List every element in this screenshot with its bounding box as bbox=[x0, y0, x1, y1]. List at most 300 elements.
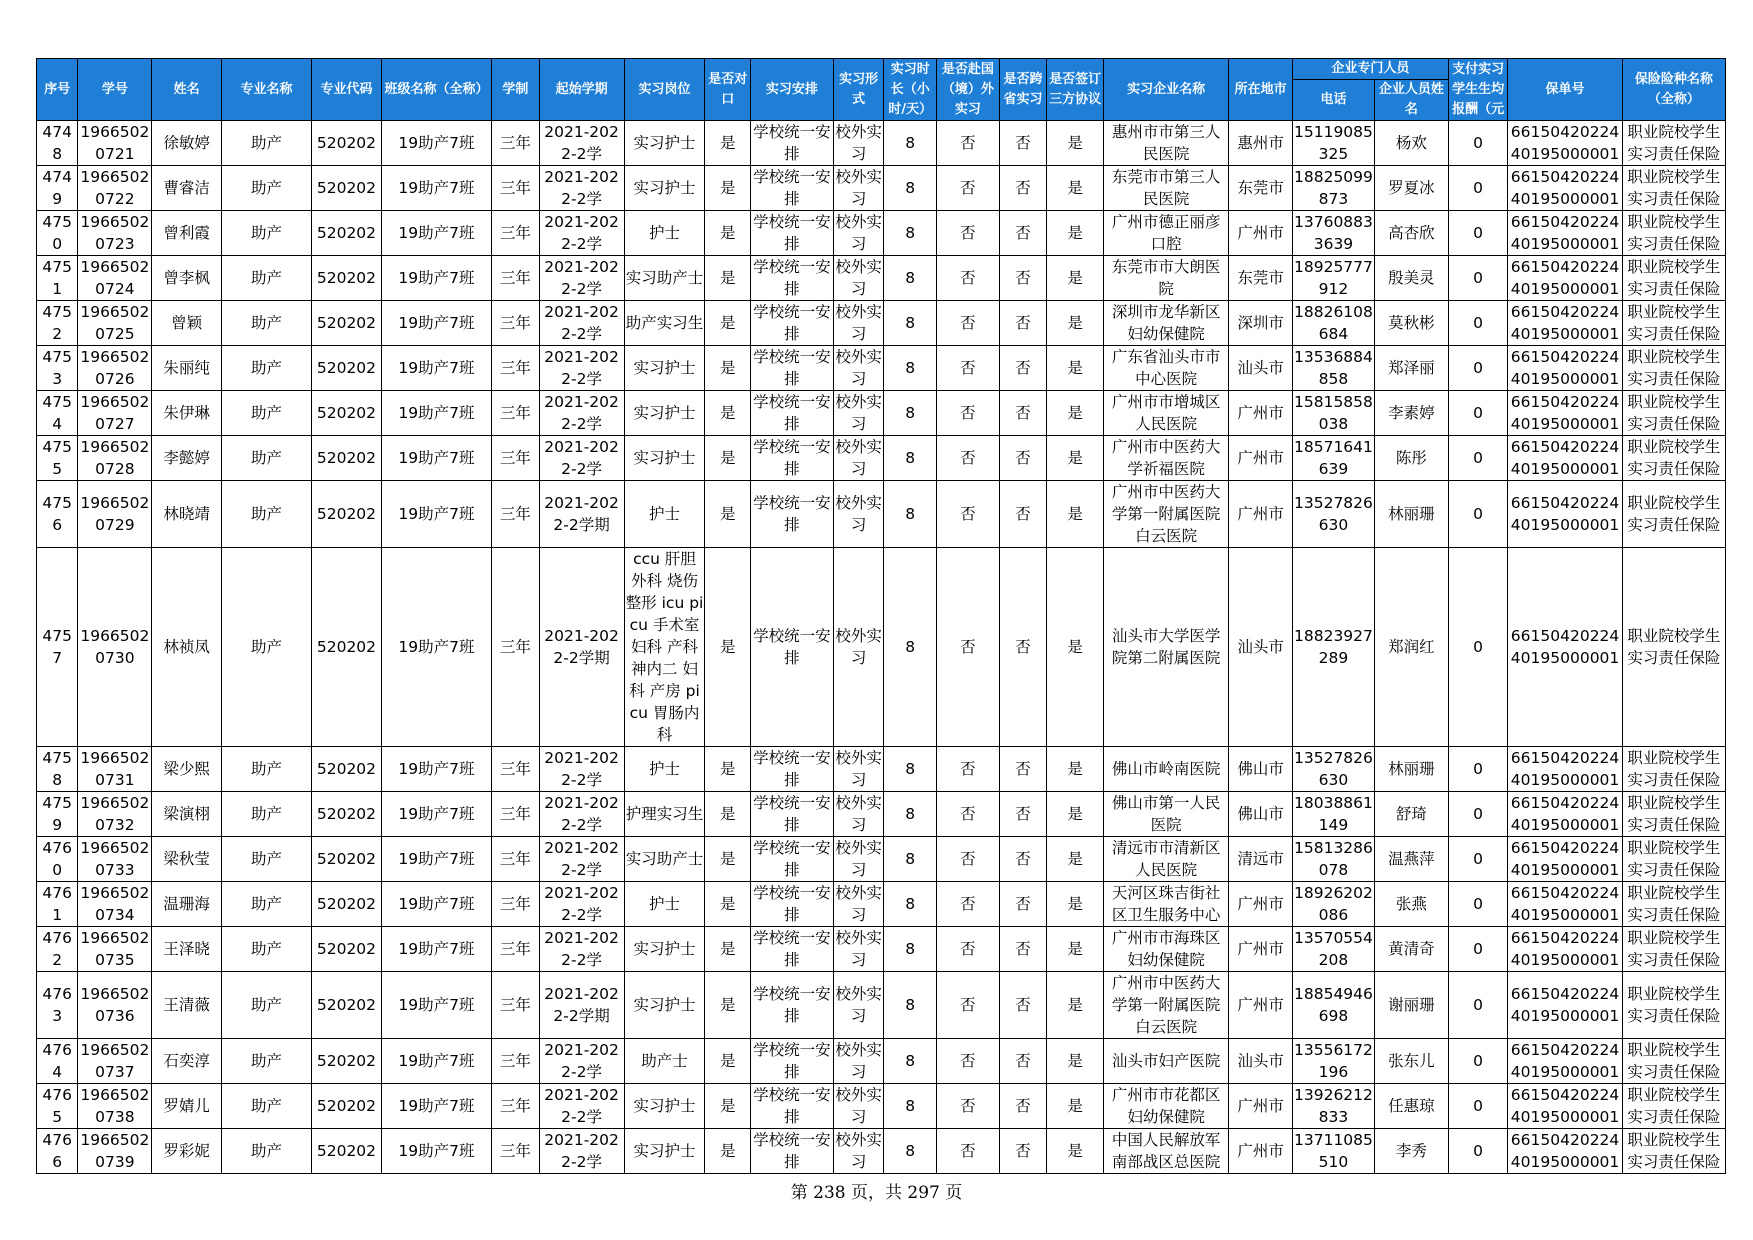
cell-name-text: 林祯凤 bbox=[163, 638, 210, 656]
table-row bbox=[37, 792, 1726, 837]
cell-name-text: 罗彩妮 bbox=[163, 1142, 210, 1160]
cell-term bbox=[539, 1129, 624, 1174]
cell-agreement-text: 是 bbox=[1067, 404, 1083, 422]
cell-pay bbox=[1448, 211, 1508, 256]
cell-duration bbox=[492, 346, 540, 391]
cell-matched bbox=[705, 1039, 751, 1084]
cell-insurance bbox=[1622, 121, 1725, 166]
cell-abroad-text: 否 bbox=[960, 134, 976, 152]
cell-major-text: 助产 bbox=[251, 805, 283, 823]
cell-student-id bbox=[78, 481, 152, 548]
cell-contact bbox=[1374, 301, 1448, 346]
cell-cross-province-text: 否 bbox=[1015, 134, 1031, 152]
cell-city bbox=[1229, 256, 1293, 301]
cell-arrangement-text: 学校统一安排 bbox=[753, 348, 831, 388]
cell-duration bbox=[492, 1039, 540, 1084]
cell-hours-text: 8 bbox=[905, 179, 916, 197]
header-policy-no: 保单号 bbox=[1508, 59, 1622, 121]
cell-seq-text: 4763 bbox=[42, 985, 73, 1025]
cell-phone bbox=[1293, 548, 1375, 747]
cell-city bbox=[1229, 166, 1293, 211]
cell-student-id bbox=[78, 747, 152, 792]
cell-hours-text: 8 bbox=[905, 895, 916, 913]
cell-phone bbox=[1293, 882, 1375, 927]
cell-abroad bbox=[937, 121, 1000, 166]
cell-hours-text: 8 bbox=[905, 359, 916, 377]
cell-abroad bbox=[937, 792, 1000, 837]
cell-class-text: 19助产7班 bbox=[398, 359, 475, 377]
cell-policy-text: 6615042022440195000001 bbox=[1510, 168, 1620, 208]
cell-phone bbox=[1293, 211, 1375, 256]
cell-phone bbox=[1293, 1039, 1375, 1084]
cell-duration bbox=[492, 166, 540, 211]
cell-pay bbox=[1448, 166, 1508, 211]
cell-arrangement bbox=[750, 792, 833, 837]
cell-name-text: 曾颖 bbox=[171, 314, 203, 332]
cell-pay-text: 0 bbox=[1473, 895, 1484, 913]
cell-city bbox=[1229, 1084, 1293, 1129]
cell-major bbox=[222, 747, 312, 792]
cell-agreement-text: 是 bbox=[1067, 314, 1083, 332]
cell-student-id-text: 19665020721 bbox=[80, 123, 150, 163]
table-row bbox=[37, 1084, 1726, 1129]
cell-contact bbox=[1374, 972, 1448, 1039]
cell-student-id bbox=[78, 927, 152, 972]
cell-insurance-text: 职业院校学生实习责任保险 bbox=[1627, 839, 1721, 879]
cell-arrangement bbox=[750, 166, 833, 211]
cell-contact bbox=[1374, 121, 1448, 166]
cell-position-text: 实习助产士 bbox=[625, 269, 704, 287]
cell-agreement-text: 是 bbox=[1067, 638, 1083, 656]
cell-cross-province-text: 否 bbox=[1015, 505, 1031, 523]
cell-arrangement-text: 学校统一安排 bbox=[753, 929, 831, 969]
cell-pay bbox=[1448, 346, 1508, 391]
cell-name bbox=[152, 747, 222, 792]
cell-pay-text: 0 bbox=[1473, 1097, 1484, 1115]
cell-term-text: 2021-2022-2学 bbox=[544, 1041, 619, 1081]
cell-insurance bbox=[1622, 972, 1725, 1039]
cell-seq bbox=[37, 166, 78, 211]
cell-position bbox=[624, 121, 705, 166]
cell-form bbox=[833, 346, 884, 391]
cell-phone bbox=[1293, 1084, 1375, 1129]
cell-major-text: 助产 bbox=[251, 895, 283, 913]
cell-hours-text: 8 bbox=[905, 996, 916, 1014]
cell-insurance bbox=[1622, 481, 1725, 548]
cell-duration-text: 三年 bbox=[499, 449, 531, 467]
cell-abroad-text: 否 bbox=[960, 404, 976, 422]
cell-agreement bbox=[1047, 1039, 1104, 1084]
cell-seq-text: 4764 bbox=[42, 1041, 73, 1081]
cell-cross-province bbox=[999, 747, 1047, 792]
cell-policy bbox=[1508, 211, 1622, 256]
cell-abroad-text: 否 bbox=[960, 1142, 976, 1160]
table-row bbox=[37, 927, 1726, 972]
cell-pay-text: 0 bbox=[1473, 1052, 1484, 1070]
cell-city bbox=[1229, 882, 1293, 927]
cell-insurance-text: 职业院校学生实习责任保险 bbox=[1627, 393, 1721, 433]
cell-city-text: 佛山市 bbox=[1237, 760, 1284, 778]
cell-cross-province-text: 否 bbox=[1015, 1097, 1031, 1115]
cell-insurance bbox=[1622, 166, 1725, 211]
cell-major bbox=[222, 436, 312, 481]
cell-seq bbox=[37, 1084, 78, 1129]
cell-major-text: 助产 bbox=[251, 359, 283, 377]
cell-arrangement bbox=[750, 121, 833, 166]
cell-student-id bbox=[78, 301, 152, 346]
cell-agreement bbox=[1047, 927, 1104, 972]
cell-abroad bbox=[937, 346, 1000, 391]
cell-term bbox=[539, 972, 624, 1039]
cell-agreement-text: 是 bbox=[1067, 505, 1083, 523]
cell-arrangement bbox=[750, 837, 833, 882]
cell-matched bbox=[705, 211, 751, 256]
cell-name-text: 王泽晓 bbox=[163, 940, 210, 958]
cell-company-text: 天河区珠吉街社区卫生服务中心 bbox=[1111, 884, 1221, 924]
cell-contact bbox=[1374, 211, 1448, 256]
cell-major bbox=[222, 837, 312, 882]
cell-city-text: 广州市 bbox=[1237, 404, 1284, 422]
cell-class bbox=[381, 256, 491, 301]
cell-cross-province-text: 否 bbox=[1015, 179, 1031, 197]
cell-term bbox=[539, 211, 624, 256]
cell-form-text: 校外实习 bbox=[835, 303, 882, 343]
cell-city-text: 广州市 bbox=[1237, 224, 1284, 242]
cell-phone bbox=[1293, 391, 1375, 436]
cell-form bbox=[833, 121, 884, 166]
cell-duration bbox=[492, 481, 540, 548]
cell-major bbox=[222, 391, 312, 436]
cell-form-text: 校外实习 bbox=[835, 884, 882, 924]
cell-duration bbox=[492, 1084, 540, 1129]
cell-name-text: 林晓靖 bbox=[163, 505, 210, 523]
cell-matched-text: 是 bbox=[719, 134, 736, 152]
cell-abroad bbox=[937, 837, 1000, 882]
cell-contact bbox=[1374, 882, 1448, 927]
cell-insurance-text: 职业院校学生实习责任保险 bbox=[1627, 258, 1721, 298]
cell-company-text: 汕头市大学医学院第二附属医院 bbox=[1111, 627, 1221, 667]
header-name: 姓名 bbox=[152, 59, 222, 121]
cell-cross-province bbox=[999, 256, 1047, 301]
cell-seq-text: 4753 bbox=[42, 348, 73, 388]
cell-arrangement-text: 学校统一安排 bbox=[753, 123, 831, 163]
cell-pay-text: 0 bbox=[1473, 359, 1484, 377]
cell-student-id-text: 19665020728 bbox=[80, 438, 150, 478]
cell-cross-province-text: 否 bbox=[1015, 760, 1031, 778]
cell-hours bbox=[884, 481, 937, 548]
cell-major-code-text: 520202 bbox=[316, 449, 377, 467]
cell-hours-text: 8 bbox=[905, 760, 916, 778]
cell-form bbox=[833, 1039, 884, 1084]
cell-term bbox=[539, 927, 624, 972]
cell-major-code bbox=[312, 837, 382, 882]
cell-student-id-text: 19665020722 bbox=[80, 168, 150, 208]
cell-agreement-text: 是 bbox=[1067, 359, 1083, 377]
cell-matched-text: 是 bbox=[719, 1142, 736, 1160]
cell-term bbox=[539, 1039, 624, 1084]
cell-insurance-text: 职业院校学生实习责任保险 bbox=[1627, 348, 1721, 388]
cell-abroad bbox=[937, 481, 1000, 548]
cell-term bbox=[539, 256, 624, 301]
cell-company bbox=[1103, 792, 1228, 837]
cell-class-text: 19助产7班 bbox=[398, 314, 475, 332]
cell-company-text: 深圳市龙华新区妇幼保健院 bbox=[1111, 303, 1221, 343]
cell-agreement bbox=[1047, 436, 1104, 481]
cell-cross-province bbox=[999, 391, 1047, 436]
cell-contact-text: 林丽珊 bbox=[1388, 760, 1435, 778]
internship-table bbox=[36, 58, 1726, 1174]
cell-duration-text: 三年 bbox=[499, 638, 531, 656]
cell-agreement-text: 是 bbox=[1067, 1142, 1083, 1160]
cell-major-text: 助产 bbox=[251, 1097, 283, 1115]
cell-class-text: 19助产7班 bbox=[398, 895, 475, 913]
cell-company-text: 东莞市市第三人民医院 bbox=[1111, 168, 1221, 208]
cell-seq bbox=[37, 747, 78, 792]
cell-contact-text: 张东儿 bbox=[1388, 1052, 1435, 1070]
cell-form bbox=[833, 548, 884, 747]
cell-major-text: 助产 bbox=[251, 314, 283, 332]
cell-student-id-text: 19665020736 bbox=[80, 985, 150, 1025]
cell-seq bbox=[37, 301, 78, 346]
cell-position bbox=[624, 211, 705, 256]
cell-company-text: 广州市市花都区妇幼保健院 bbox=[1111, 1086, 1221, 1126]
cell-class-text: 19助产7班 bbox=[398, 269, 475, 287]
cell-policy-text: 6615042022440195000001 bbox=[1510, 438, 1620, 478]
cell-name bbox=[152, 346, 222, 391]
cell-matched-text: 是 bbox=[719, 179, 736, 197]
cell-seq-text: 4766 bbox=[42, 1131, 73, 1171]
cell-contact bbox=[1374, 391, 1448, 436]
table-body bbox=[37, 121, 1726, 1174]
cell-pay-text: 0 bbox=[1473, 179, 1484, 197]
cell-arrangement-text: 学校统一安排 bbox=[753, 794, 831, 834]
cell-arrangement bbox=[750, 1129, 833, 1174]
cell-company bbox=[1103, 1084, 1228, 1129]
cell-major-code-text: 520202 bbox=[316, 1097, 377, 1115]
table-row bbox=[37, 548, 1726, 747]
cell-company bbox=[1103, 1129, 1228, 1174]
cell-abroad bbox=[937, 391, 1000, 436]
header-position: 实习岗位 bbox=[624, 59, 705, 121]
cell-position bbox=[624, 436, 705, 481]
cell-duration bbox=[492, 747, 540, 792]
cell-company-text: 中国人民解放军南部战区总医院 bbox=[1111, 1131, 1221, 1171]
cell-major-code bbox=[312, 166, 382, 211]
cell-phone-text: 137608833639 bbox=[1294, 213, 1373, 253]
cell-position-text: 实习护士 bbox=[633, 449, 696, 467]
cell-hours-text: 8 bbox=[905, 805, 916, 823]
cell-policy-text: 6615042022440195000001 bbox=[1510, 303, 1620, 343]
cell-term-text: 2021-2022-2学 bbox=[544, 839, 619, 879]
cell-name bbox=[152, 548, 222, 747]
cell-agreement-text: 是 bbox=[1067, 1052, 1083, 1070]
cell-company-text: 清远市市清新区人民医院 bbox=[1111, 839, 1221, 879]
cell-company-text: 东莞市市大朗医院 bbox=[1111, 258, 1221, 298]
cell-form-text: 校外实习 bbox=[835, 929, 882, 969]
cell-major-code-text: 520202 bbox=[316, 269, 377, 287]
cell-seq bbox=[37, 1039, 78, 1084]
cell-city-text: 汕头市 bbox=[1237, 359, 1284, 377]
cell-agreement bbox=[1047, 837, 1104, 882]
cell-contact-text: 温燕萍 bbox=[1388, 850, 1435, 868]
cell-position bbox=[624, 1039, 705, 1084]
cell-form-text: 校外实习 bbox=[835, 985, 882, 1025]
cell-seq bbox=[37, 837, 78, 882]
cell-policy bbox=[1508, 391, 1622, 436]
cell-policy-text: 6615042022440195000001 bbox=[1510, 929, 1620, 969]
cell-policy-text: 6615042022440195000001 bbox=[1510, 884, 1620, 924]
cell-major bbox=[222, 548, 312, 747]
cell-student-id-text: 19665020739 bbox=[80, 1131, 150, 1171]
cell-abroad bbox=[937, 436, 1000, 481]
cell-major bbox=[222, 256, 312, 301]
cell-student-id bbox=[78, 837, 152, 882]
header-contact-group: 企业专门人员 bbox=[1293, 59, 1449, 80]
cell-insurance bbox=[1622, 792, 1725, 837]
cell-term bbox=[539, 837, 624, 882]
cell-phone-text: 18926202086 bbox=[1294, 884, 1373, 924]
header-form: 实习形式 bbox=[833, 59, 884, 121]
cell-policy bbox=[1508, 972, 1622, 1039]
cell-term-text: 2021-2022-2学 bbox=[544, 438, 619, 478]
cell-pay bbox=[1448, 256, 1508, 301]
cell-student-id bbox=[78, 1129, 152, 1174]
cell-name-text: 梁演栩 bbox=[163, 805, 210, 823]
table-row bbox=[37, 882, 1726, 927]
cell-contact-text: 林丽珊 bbox=[1388, 505, 1435, 523]
cell-matched bbox=[705, 837, 751, 882]
cell-form-text: 校外实习 bbox=[835, 1086, 882, 1126]
cell-contact bbox=[1374, 927, 1448, 972]
cell-class-text: 19助产7班 bbox=[398, 940, 475, 958]
cell-policy bbox=[1508, 837, 1622, 882]
header-abroad: 是否赴国（境）外实习 bbox=[937, 59, 1000, 121]
cell-cross-province bbox=[999, 301, 1047, 346]
cell-major bbox=[222, 346, 312, 391]
cell-seq bbox=[37, 548, 78, 747]
cell-major-text: 助产 bbox=[251, 505, 283, 523]
cell-name-text: 梁秋莹 bbox=[163, 850, 210, 868]
cell-form-text: 校外实习 bbox=[835, 168, 882, 208]
cell-duration bbox=[492, 837, 540, 882]
cell-pay bbox=[1448, 972, 1508, 1039]
cell-abroad-text: 否 bbox=[960, 805, 976, 823]
cell-cross-province bbox=[999, 972, 1047, 1039]
cell-class-text: 19助产7班 bbox=[398, 134, 475, 152]
cell-major-code-text: 520202 bbox=[316, 134, 377, 152]
cell-seq bbox=[37, 792, 78, 837]
cell-policy bbox=[1508, 1039, 1622, 1084]
cell-term bbox=[539, 301, 624, 346]
cell-company-text: 广东省汕头市市中心医院 bbox=[1111, 348, 1221, 388]
cell-seq bbox=[37, 927, 78, 972]
cell-class bbox=[381, 1129, 491, 1174]
cell-position-text: 护士 bbox=[649, 505, 681, 523]
header-start-term: 起始学期 bbox=[539, 59, 624, 121]
cell-seq-text: 4760 bbox=[42, 839, 73, 879]
cell-name-text: 石奕淳 bbox=[163, 1052, 210, 1070]
cell-student-id bbox=[78, 882, 152, 927]
cell-company bbox=[1103, 837, 1228, 882]
cell-class bbox=[381, 481, 491, 548]
cell-hours bbox=[884, 837, 937, 882]
cell-insurance-text: 职业院校学生实习责任保险 bbox=[1627, 168, 1721, 208]
cell-contact bbox=[1374, 346, 1448, 391]
cell-insurance bbox=[1622, 1039, 1725, 1084]
cell-arrangement-text: 学校统一安排 bbox=[753, 303, 831, 343]
cell-agreement bbox=[1047, 301, 1104, 346]
cell-duration-text: 三年 bbox=[499, 1097, 531, 1115]
cell-matched-text: 是 bbox=[719, 314, 736, 332]
cell-class bbox=[381, 927, 491, 972]
cell-cross-province-text: 否 bbox=[1015, 1052, 1031, 1070]
cell-seq-text: 4761 bbox=[42, 884, 73, 924]
cell-student-id-text: 19665020737 bbox=[80, 1041, 150, 1081]
cell-policy-text: 6615042022440195000001 bbox=[1510, 123, 1620, 163]
cell-cross-province-text: 否 bbox=[1015, 638, 1031, 656]
cell-city bbox=[1229, 436, 1293, 481]
cell-policy-text: 6615042022440195000001 bbox=[1510, 1086, 1620, 1126]
cell-seq-text: 4750 bbox=[42, 213, 73, 253]
cell-contact-text: 任惠琼 bbox=[1388, 1097, 1435, 1115]
cell-contact-text: 张燕 bbox=[1395, 895, 1427, 913]
cell-major-code-text: 520202 bbox=[316, 179, 377, 197]
cell-class bbox=[381, 301, 491, 346]
cell-contact bbox=[1374, 481, 1448, 548]
cell-hours bbox=[884, 436, 937, 481]
cell-position bbox=[624, 747, 705, 792]
cell-company-text: 广州市中医药大学第一附属医院白云医院 bbox=[1111, 974, 1221, 1036]
cell-hours-text: 8 bbox=[905, 940, 916, 958]
cell-position bbox=[624, 972, 705, 1039]
cell-major bbox=[222, 121, 312, 166]
cell-city bbox=[1229, 1039, 1293, 1084]
cell-name-text: 徐敏婷 bbox=[163, 134, 210, 152]
cell-duration bbox=[492, 391, 540, 436]
cell-seq bbox=[37, 972, 78, 1039]
header-matched: 是否对口 bbox=[705, 59, 751, 121]
cell-policy-text: 6615042022440195000001 bbox=[1510, 494, 1620, 534]
cell-insurance bbox=[1622, 211, 1725, 256]
cell-seq-text: 4752 bbox=[42, 303, 73, 343]
cell-form-text: 校外实习 bbox=[835, 213, 882, 253]
cell-pay-text: 0 bbox=[1473, 638, 1484, 656]
cell-duration-text: 三年 bbox=[499, 314, 531, 332]
cell-contact bbox=[1374, 1084, 1448, 1129]
cell-term-text: 2021-2022-2学期 bbox=[544, 494, 619, 534]
cell-major bbox=[222, 1084, 312, 1129]
cell-name bbox=[152, 121, 222, 166]
cell-policy bbox=[1508, 1084, 1622, 1129]
cell-class-text: 19助产7班 bbox=[398, 1097, 475, 1115]
cell-phone bbox=[1293, 792, 1375, 837]
cell-policy-text: 6615042022440195000001 bbox=[1510, 348, 1620, 388]
cell-phone bbox=[1293, 436, 1375, 481]
cell-class-text: 19助产7班 bbox=[398, 1142, 475, 1160]
cell-position bbox=[624, 481, 705, 548]
cell-duration-text: 三年 bbox=[499, 134, 531, 152]
cell-city-text: 广州市 bbox=[1237, 996, 1284, 1014]
cell-cross-province bbox=[999, 837, 1047, 882]
cell-major bbox=[222, 1039, 312, 1084]
cell-pay-text: 0 bbox=[1473, 805, 1484, 823]
cell-agreement-text: 是 bbox=[1067, 760, 1083, 778]
cell-agreement bbox=[1047, 211, 1104, 256]
header-phone: 电话 bbox=[1293, 80, 1375, 121]
cell-cross-province bbox=[999, 1084, 1047, 1129]
header-contact-name: 企业人员姓名 bbox=[1374, 80, 1448, 121]
cell-form bbox=[833, 481, 884, 548]
